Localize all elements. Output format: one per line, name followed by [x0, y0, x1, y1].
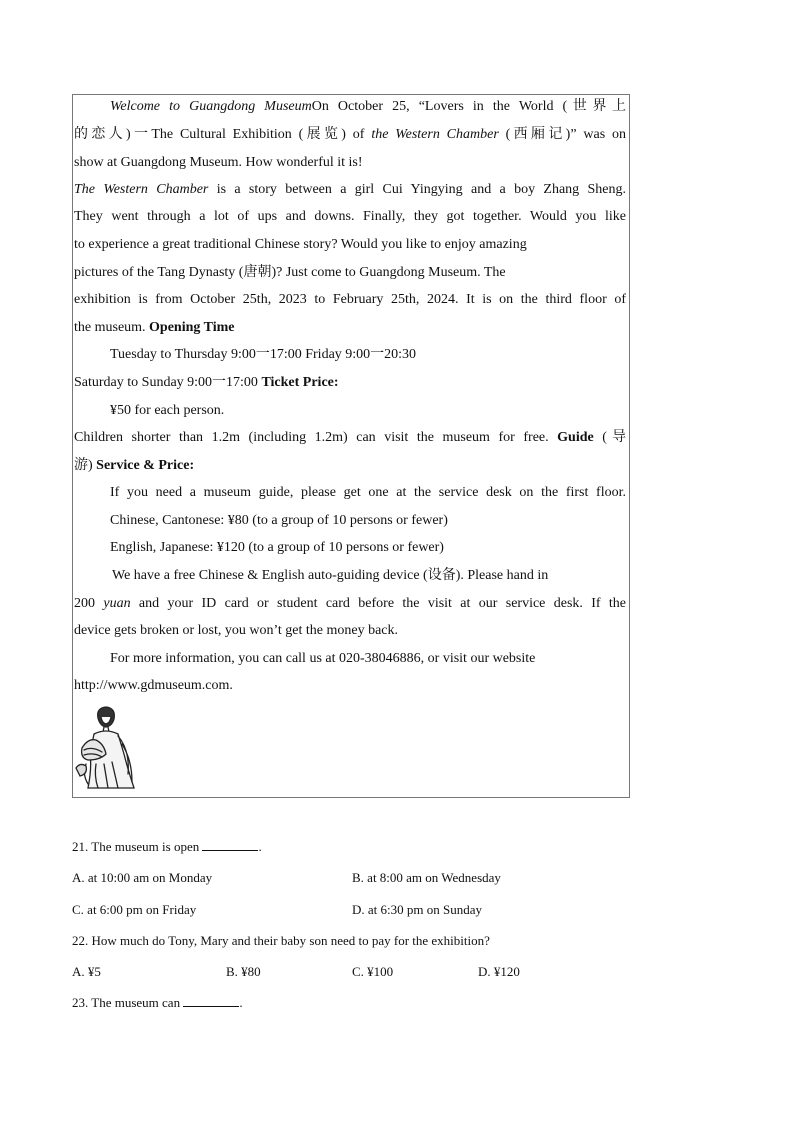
passage-line: [110, 513, 448, 529]
passage-line: [110, 485, 626, 501]
passage-line: [74, 458, 194, 474]
passage-segment: Opening Time: [149, 320, 235, 335]
option-22a: A. ¥5: [72, 964, 101, 979]
question-23: [72, 995, 243, 1010]
stem-end: .: [239, 995, 243, 1010]
passage-segment: ¥50 for each person.: [110, 403, 225, 418]
option-22d: D. ¥120: [478, 964, 520, 979]
passage-line: [74, 265, 506, 281]
passage-segment: We have a free Chinese & English auto-guiding device (设备). Please hand in: [112, 568, 549, 583]
passage-line: [74, 237, 527, 253]
passage-segment: 200: [74, 596, 104, 611]
passage-segment: Saturday to Sunday 9:00一17:00: [74, 375, 262, 390]
passage-segment: Chinese, Cantonese: ¥80 (to a group of 10 persons or fewer): [110, 513, 448, 528]
passage-line: [110, 403, 224, 419]
question-stem: 23. The museum can: [72, 995, 181, 1010]
passage-segment: to experience a great traditional Chinese story? Would you like to enjoy amazing: [74, 237, 527, 252]
passage-segment: is a story between a girl Cui Yingying and a boy Zhang Sheng.: [208, 182, 626, 197]
passage-line: [74, 375, 339, 391]
passage-segment: Tuesday to Thursday 9:00一17:00 Friday 9:00一20:30: [110, 347, 417, 362]
passage-segment: Welcome to Guangdong Museum: [110, 99, 312, 114]
passage-segment: pictures of the Tang Dynasty (唐朝)? Just come to Guangdong Museum. The: [74, 265, 506, 280]
passage-segment: the museum.: [74, 320, 150, 335]
passage-line: [110, 347, 416, 363]
passage-line: [74, 430, 626, 446]
passage-segment: If you need a museum guide, please get one at the service desk on the first floor.: [110, 485, 626, 500]
option-21a: A. at 10:00 am on Monday: [72, 870, 213, 885]
passage-segment: For more information, you can call us at 020-38046886, or visit our website: [110, 651, 536, 666]
passage-segment: Guide: [557, 430, 594, 445]
passage-line: [74, 320, 235, 336]
option-21d: D. at 6:30 pm on Sunday: [352, 902, 482, 917]
passage-line: [110, 99, 626, 115]
passage-segment: show at Guangdong Museum. How wonderful it is!: [74, 155, 363, 170]
passage-segment: and your ID card or student card before the visit at our service desk. If the: [130, 596, 627, 611]
passage-segment: http://www.gdmuseum.com.: [74, 678, 233, 693]
passage-line: [74, 596, 626, 612]
passage-segment: Children shorter than 1.2m (including 1.2m) can visit the museum for free.: [74, 430, 558, 445]
passage-segment: (西厢记)” was on: [498, 127, 626, 142]
answer-blank: [202, 839, 258, 851]
question-22: 22. How much do Tony, Mary and their baby son need to pay for the exhibition?: [72, 933, 490, 948]
option-22b: B. ¥80: [226, 964, 261, 979]
passage-line: [110, 651, 535, 667]
question-21: [72, 839, 262, 854]
passage-segment: Ticket Price:: [261, 375, 339, 390]
stem-end: .: [258, 839, 262, 854]
passage-line: [74, 182, 626, 198]
passage-line: [74, 678, 233, 694]
passage-line: [74, 292, 626, 308]
option-22c: C. ¥100: [352, 964, 394, 979]
option-21b: B. at 8:00 am on Wednesday: [352, 870, 501, 885]
passage-segment: the Western Chamber: [371, 127, 499, 142]
passage-segment: On October 25, “Lovers in the World (世界上: [311, 99, 626, 114]
passage-segment: Service & Price:: [96, 458, 195, 473]
cui-yingying-figure-icon: [74, 704, 140, 790]
answer-blank: [183, 995, 239, 1007]
passage-segment: 游): [74, 458, 97, 473]
passage-line: [74, 155, 363, 171]
question-stem: 21. The museum is open: [72, 839, 200, 854]
passage-segment: device gets broken or lost, you won’t get the money back.: [74, 623, 398, 638]
passage-segment: (导: [593, 430, 627, 445]
passage-segment: The Western Chamber: [74, 182, 209, 197]
passage-segment: English, Japanese: ¥120 (to a group of 10 persons or fewer): [110, 540, 444, 555]
passage-line: [74, 209, 626, 225]
passage-segment: They went through a lot of ups and downs. Finally, they got together. Would you like: [74, 209, 626, 224]
passage-segment: yuan: [103, 596, 131, 611]
passage-line: [74, 127, 626, 143]
passage-line: [74, 623, 398, 639]
passage-line: [112, 568, 548, 584]
passage-line: [110, 540, 444, 556]
passage-segment: 的恋人)一The Cultural Exhibition (展览) of: [74, 127, 372, 142]
passage-segment: exhibition is from October 25th, 2023 to February 25th, 2024. It is on the third floor of: [74, 292, 626, 307]
option-21c: C. at 6:00 pm on Friday: [72, 902, 197, 917]
